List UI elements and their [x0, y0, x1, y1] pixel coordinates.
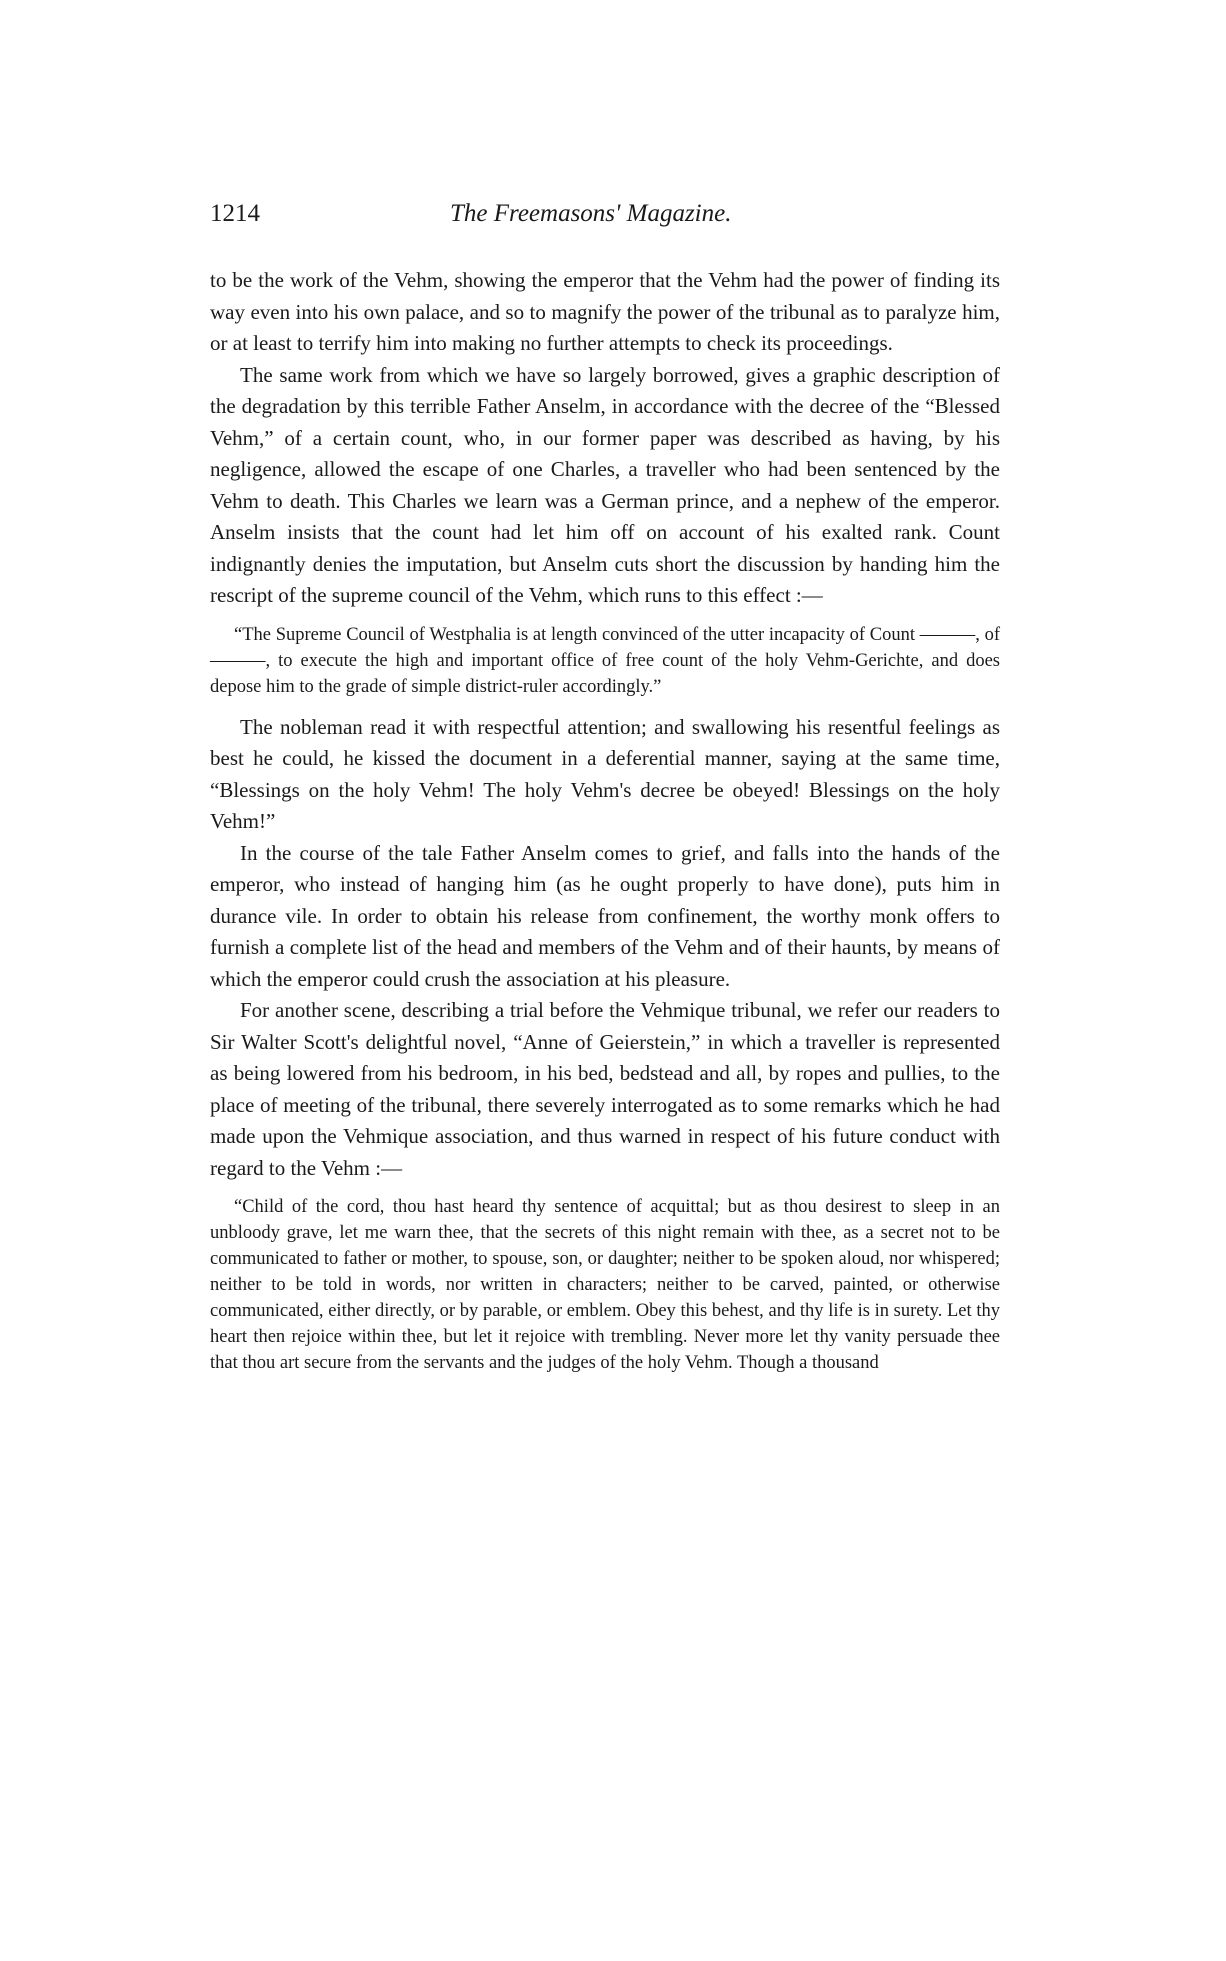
article-body: [210, 265, 1000, 1388]
quotation-warning: “Child of the cord, thou hast heard thy sentence of acquittal; but as thou desirest to sleep in an unbloody grave, let me warn thee, that the secrets of this night remain with thee, as a secret not to be communicated to father or mother, to spouse, son, or daughter; neither to be spoken aloud, nor whispered; neither to be told in words, nor written in characters; neither to be carved, painted, or otherwise communicated, either directly, or by parable, or emblem. Obey this behest, and thy life is in surety. Let thy heart then rejoice within thee, but let it rejoice with trembling. Never more let thy vanity persuade thee that thou art secure from the servants and the judges of the holy Vehm. Though a thousand: [210, 1197, 1000, 1373]
page-number: 1214: [210, 200, 260, 227]
paragraph-2: The same work from which we have so largely borrowed, gives a graphic description of the degradation by this terrible Father Anselm, in accordance with the decree of the “Blessed Vehm,” of a certain count, who, in our former paper was described as having, by his negligence, allowed the escape of one Charles, a traveller who had been sentenced by the Vehm to death. This Charles we learn was a German prince, and a nephew of the emperor. Anselm insists that the count had let him off on account of his exalted rank. Count indignantly denies the imputation, but Anselm cuts short the discussion by handing him the rescript of the supreme council of the Vehm, which runs to this effect :—: [210, 362, 1000, 607]
paragraph-1: to be the work of the Vehm, showing the emperor that the Vehm had the power of finding its way even into his own palace, and so to magnify the power of the tribunal as to paralyze him, or at least to terrify him into making no further attempts to check its proceedings.: [210, 268, 1000, 355]
paragraph-3: The nobleman read it with respectful attention; and swallowing his resentful feelings as best he could, he kissed the document in a deferential manner, saying at the same time, “Blessings on the holy Vehm! The holy Vehm's decree be obeyed! Blessings on the holy Vehm!”: [210, 714, 1000, 833]
paragraph-4: In the course of the tale Father Anselm comes to grief, and falls into the hands of the emperor, who instead of hanging him (as he ought properly to have done), puts him in durance vile. In order to obtain his release from confinement, the worthy monk offers to furnish a complete list of the head and members of the Vehm and of their haunts, by means of which the emperor could crush the association at his pleasure.: [210, 840, 1000, 991]
paragraph-5: For another scene, describing a trial before the Vehmique tribunal, we refer our readers to Sir Walter Scott's delightful novel, “Anne of Geierstein,” in which a traveller is represented as being lowered from his bedroom, in his bed, bedstead and all, by ropes and pullies, to the place of meeting of the tribunal, there severely interrogated as to some remarks which he had made upon the Vehmique association, and thus warned in respect of his future conduct with regard to the Vehm :—: [210, 998, 1000, 1180]
running-title: The Freemasons' Magazine.: [450, 200, 732, 227]
page-header: [210, 200, 1000, 240]
quotation-rescript: “The Supreme Council of Westphalia is at length convinced of the utter incapacity of Count ———, of ———, to execute the high and important office of free count of the holy Vehm-Gerichte, and does depose him to the grade of simple district-ruler accordingly.”: [210, 624, 1000, 697]
